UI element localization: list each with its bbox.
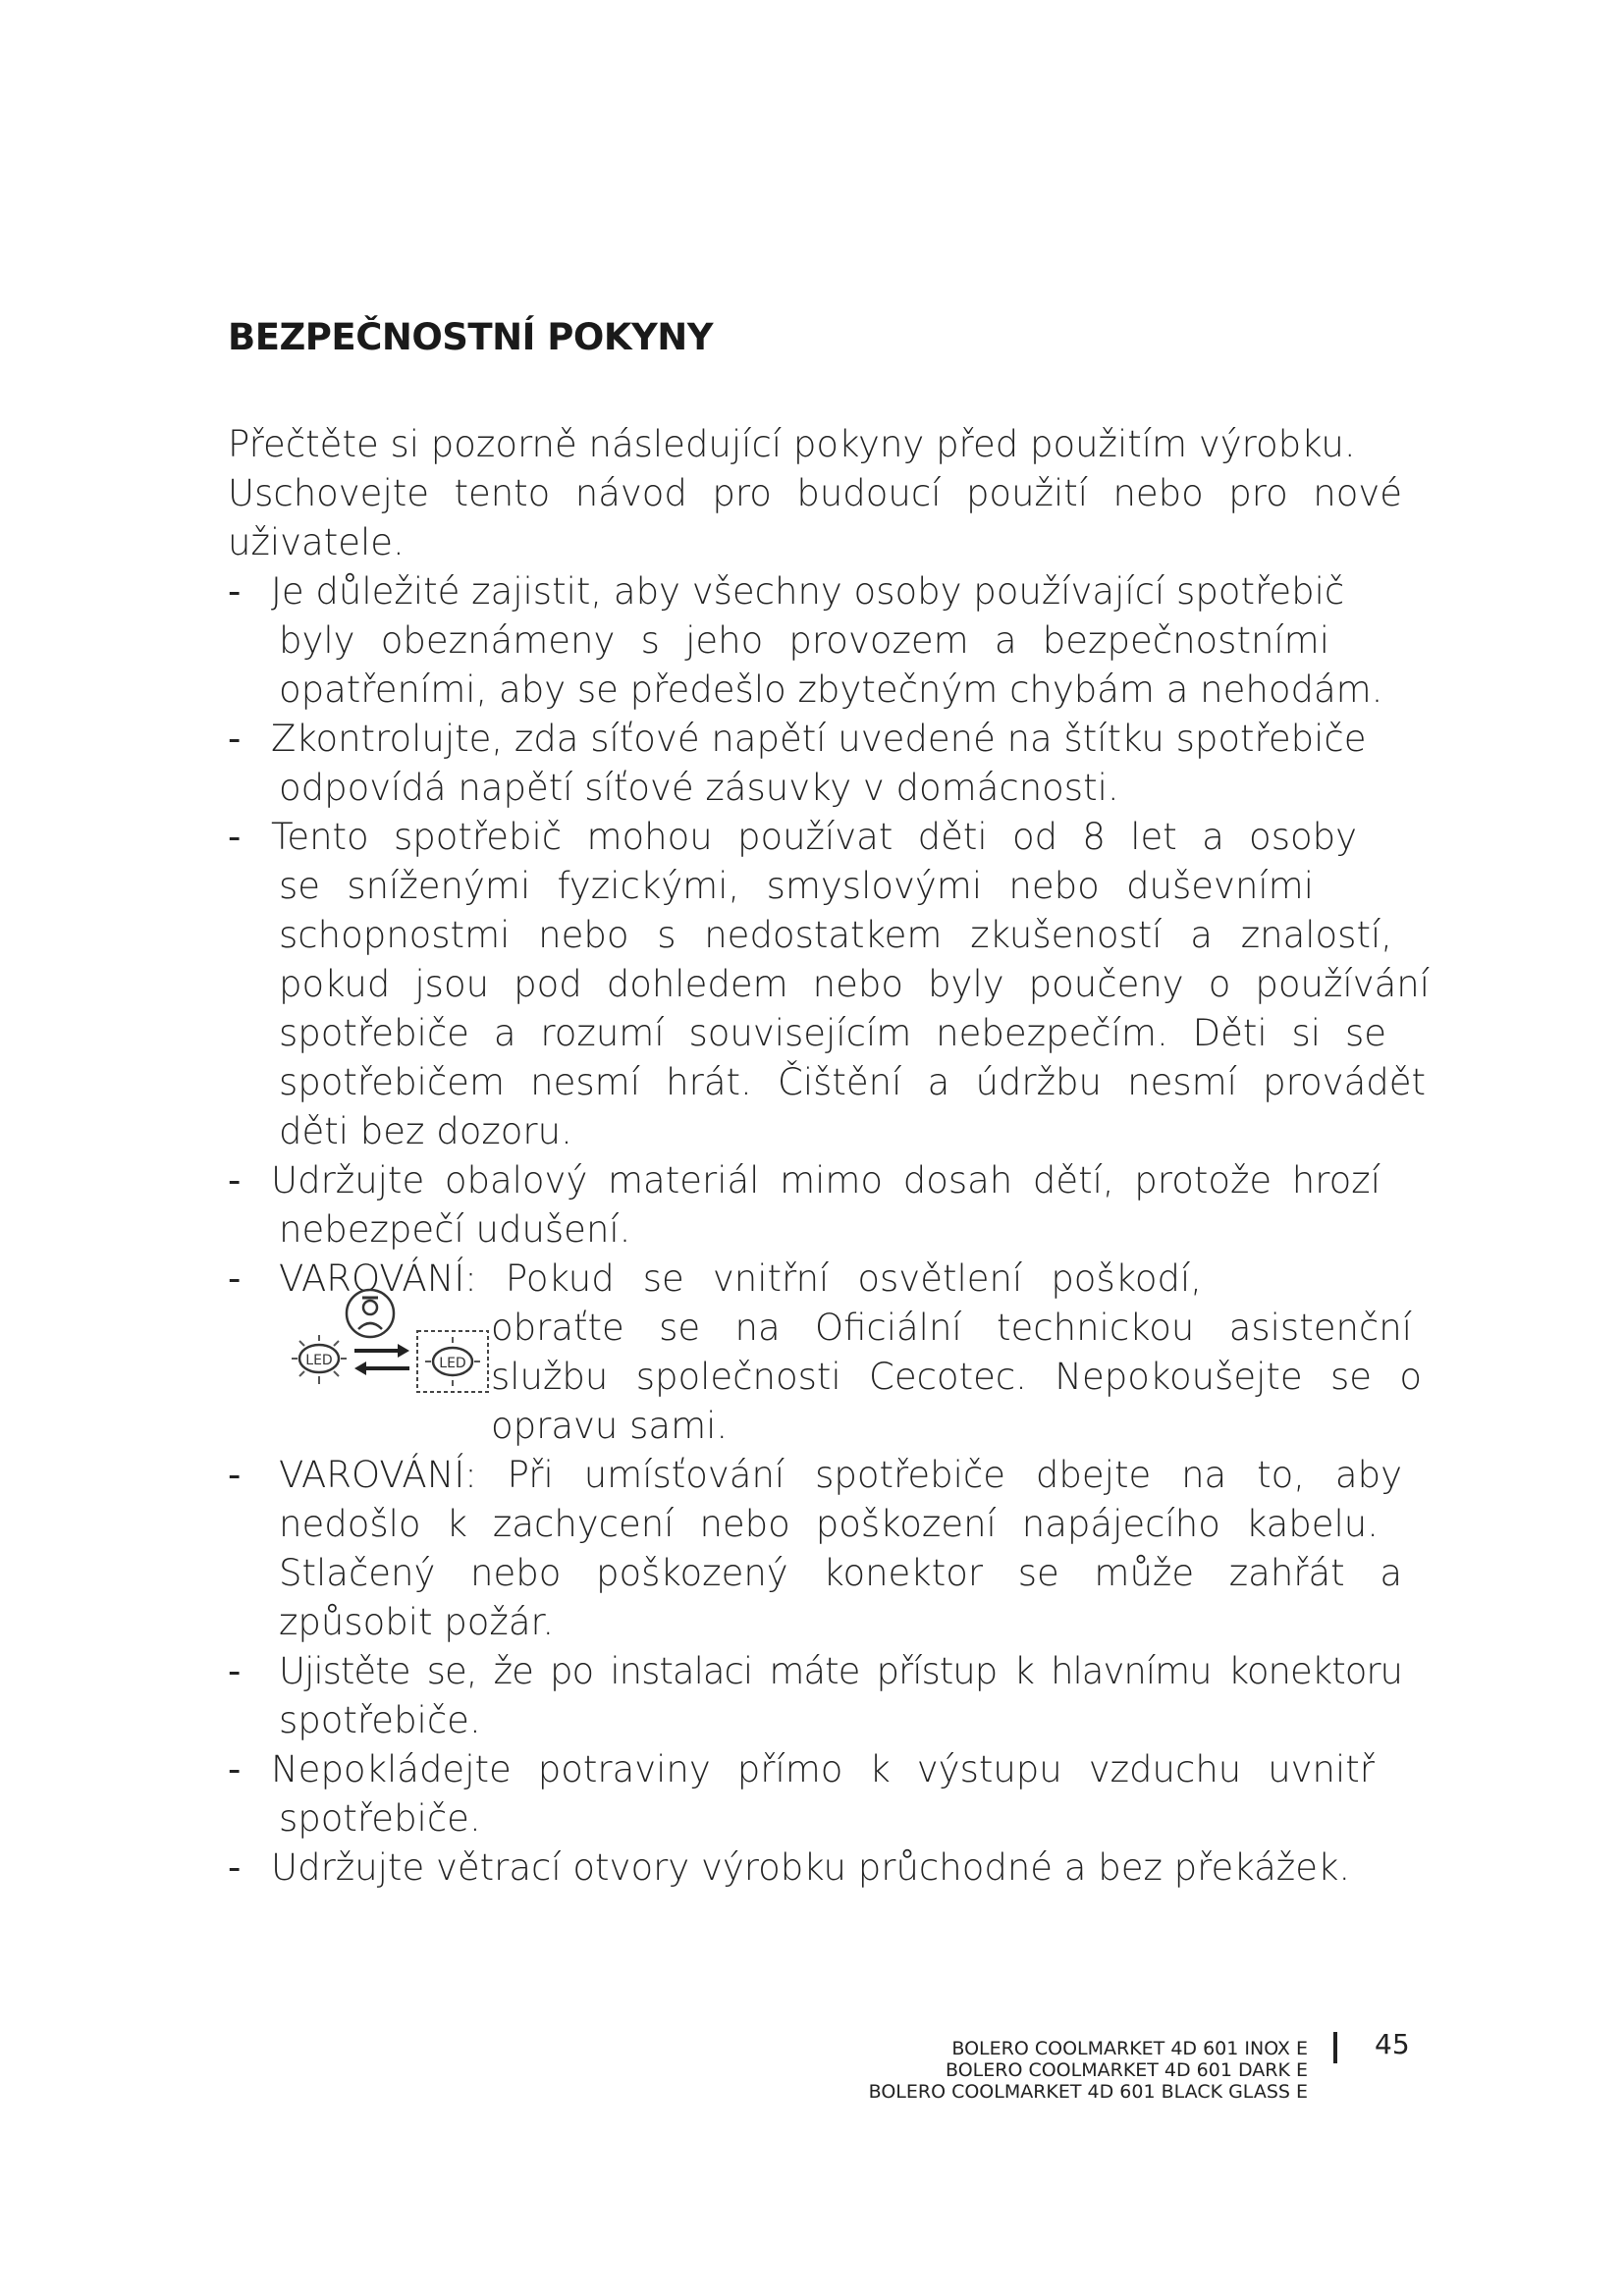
intro-line: Uschovejte tento návod pro budoucí použití nebo pro nové: [228, 472, 1402, 514]
bullet-line: nebezpečí udušení.: [279, 1208, 631, 1251]
bullet-line: službu společnosti Cecotec. Nepokoušejte se o: [491, 1356, 1422, 1398]
bullet-line: Udržujte obalový materiál mimo dosah dětí, protože hrozí: [271, 1159, 1380, 1201]
bullet-line: Ujistěte se, že po instalaci máte přístup k hlavnímu konektoru: [279, 1650, 1402, 1692]
bullet-line: Tento spotřebič mohou používat děti od 8 let a osoby: [271, 816, 1357, 858]
bullet-line: obraťte se na Oficiální technickou asistenční: [491, 1307, 1412, 1349]
bullet-dash: -: [228, 1454, 242, 1496]
bullet-line: Je důležité zajistit, aby všechny osoby používající spotřebič: [271, 570, 1345, 613]
swap-arrows-icon: [354, 1344, 409, 1375]
intro-line: uživatele.: [228, 521, 405, 563]
intro-line: Přečtěte si pozorně následující pokyny před použitím výrobku.: [228, 423, 1356, 465]
section-title: BEZPEČNOSTNÍ POKYNY: [228, 316, 714, 358]
bullet-line: Udržujte větrací otvory výrobku průchodné a bez překážek.: [271, 1846, 1351, 1889]
footer-model: BOLERO COOLMARKET 4D 601 DARK E: [946, 2059, 1308, 2081]
svg-text:LED: LED: [305, 1353, 333, 1368]
bullet-line: spotřebičem nesmí hrát. Čištění a údržbu nesmí provádět: [279, 1061, 1426, 1103]
bullet-line: způsobit požár.: [279, 1601, 555, 1643]
footer-model: BOLERO COOLMARKET 4D 601 BLACK GLASS E: [868, 2081, 1308, 2103]
bullet-line: spotřebiče.: [279, 1699, 481, 1741]
bullet-line: pokud jsou pod dohledem nebo byly poučeny o používání: [279, 963, 1430, 1005]
bullet-dash: -: [228, 1257, 242, 1300]
led-bulb-icon: [292, 1335, 347, 1384]
bullet-line: opatřeními, aby se předešlo zbytečným chybám a nehodám.: [279, 668, 1383, 711]
bullet-line: spotřebiče.: [279, 1797, 481, 1840]
bullet-line: se sníženými fyzickými, smyslovými nebo duševními: [279, 865, 1314, 907]
bullet-dash: -: [228, 718, 242, 760]
bullet-line: opravu sami.: [491, 1405, 729, 1447]
bullet-line: Nepokládejte potraviny přímo k výstupu vzduchu uvnitř: [271, 1748, 1375, 1790]
bullet-dash: -: [228, 1159, 242, 1201]
bullet-dash: -: [228, 1846, 242, 1889]
footer-divider: [1333, 2032, 1337, 2063]
bullet-line: odpovídá napětí síťové zásuvky v domácnosti.: [279, 767, 1119, 809]
footer-model: BOLERO COOLMARKET 4D 601 INOX E: [951, 2038, 1308, 2059]
bullet-line: VAROVÁNÍ: Při umísťování spotřebiče dbejte na to, aby: [279, 1454, 1402, 1496]
bullet-line: nedošlo k zachycení nebo poškození napájecího kabelu.: [279, 1503, 1379, 1545]
bullet-line: schopnostmi nebo s nedostatkem zkušeností a znalostí,: [279, 914, 1392, 956]
bullet-dash: -: [228, 570, 242, 613]
bullet-line: VAROVÁNÍ: Pokud se vnitřní osvětlení poškodí,: [279, 1257, 1202, 1300]
bullet-line: Zkontrolujte, zda síťové napětí uvedené na štítku spotřebiče: [271, 718, 1367, 760]
page-number: 45: [1375, 2028, 1410, 2060]
led-box-icon: [417, 1331, 488, 1392]
bullet-line: Stlačený nebo poškozený konektor se může zahřát a: [279, 1552, 1402, 1594]
bullet-dash: -: [228, 1748, 242, 1790]
bullet-dash: -: [228, 1650, 242, 1692]
led-replacement-icon: [280, 1276, 496, 1414]
bullet-dash: -: [228, 816, 242, 858]
bullet-line: byly obeznámeny s jeho provozem a bezpečnostními: [279, 619, 1329, 662]
svg-text:LED: LED: [439, 1356, 466, 1371]
bullet-line: spotřebiče a rozumí souvisejícím nebezpečím. Děti si se: [279, 1012, 1386, 1054]
technician-icon: [347, 1290, 394, 1337]
bullet-line: děti bez dozoru.: [279, 1110, 572, 1152]
